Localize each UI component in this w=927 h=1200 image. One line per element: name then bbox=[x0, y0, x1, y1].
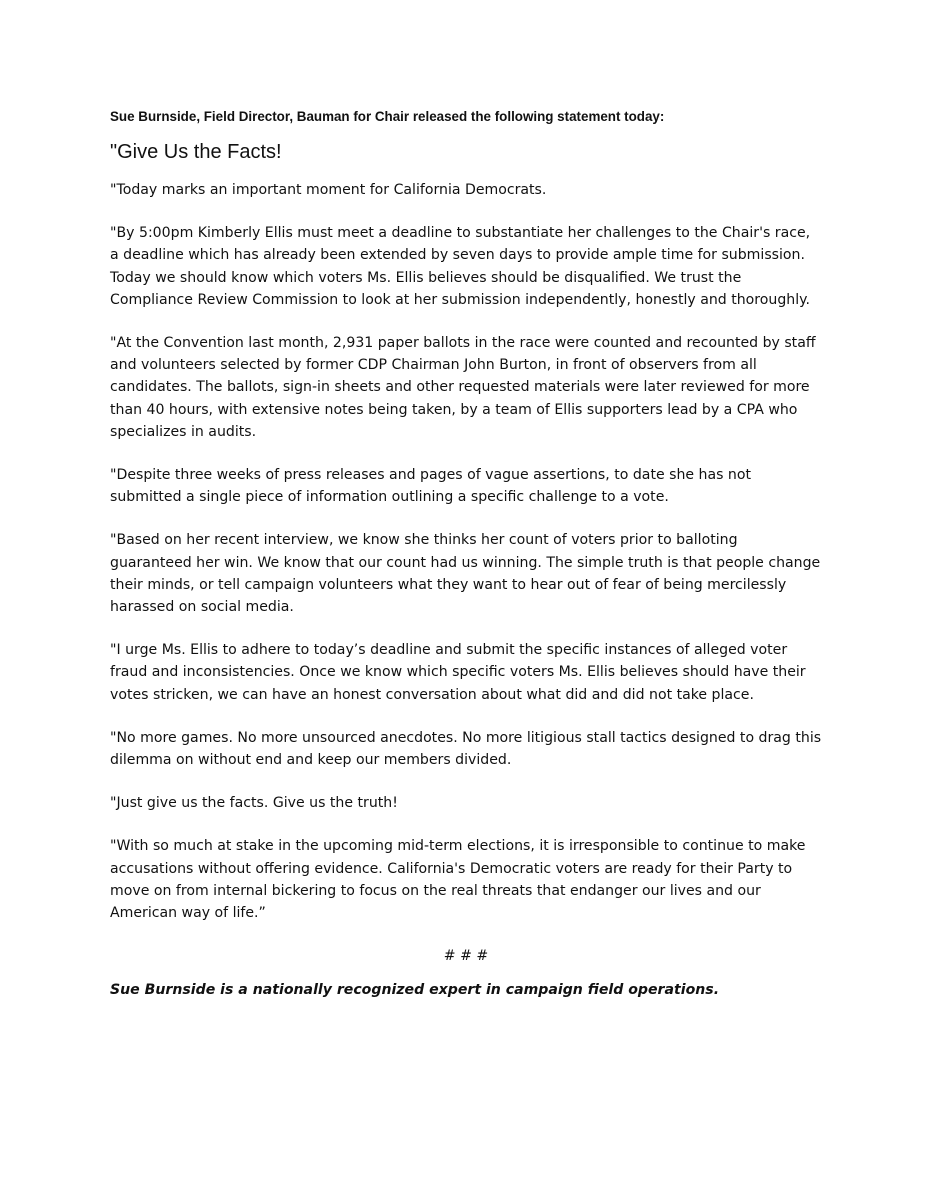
author-bio: Sue Burnside is a nationally recognized expert in campaign field operations. bbox=[110, 982, 720, 999]
statement-paragraph-9: "With so much at stake in the upcoming mid-term elections, it is irresponsible to continue to make accusations without offering evidence. California's Democratic voters are ready for their Party to move on from internal bickering to focus on the real threats that endanger our lives and our American way of life.” bbox=[110, 838, 806, 922]
statement-paragraph-2: "By 5:00pm Kimberly Ellis must meet a deadline to substantiate her challenges to the Chair's race, a deadline which has already been extended by seven days to provide ample time for submission. Today we should know which voters Ms. Ellis believes should be disqualified. We trust the Compliance Review Commission to look at her submission independently, honestly and thoroughly. bbox=[110, 225, 811, 308]
release-intro: Sue Burnside, Field Director, Bauman for Chair released the following statement today: bbox=[110, 109, 665, 124]
statement-paragraph-8: "Just give us the facts. Give us the truth! bbox=[110, 795, 398, 812]
press-release-page bbox=[110, 108, 822, 1002]
statement-paragraph-4: "Despite three weeks of press releases and pages of vague assertions, to date she has not submitted a single piece of information outlining a specific challenge to a vote. bbox=[110, 467, 752, 506]
statement-paragraph-1: "Today marks an important moment for California Democrats. bbox=[110, 182, 547, 198]
end-separator: # # # bbox=[443, 948, 489, 965]
statement-paragraph-7: "No more games. No more unsourced anecdotes. No more litigious stall tactics designed to drag this dilemma on without end and keep our members divided. bbox=[110, 729, 822, 769]
statement-paragraph-3: "At the Convention last month, 2,931 paper ballots in the race were counted and recounted by staff and volunteers selected by former CDP Chairman John Burton, in front of observers from all candidates. The ballots, sign-in sheets and other requested materials were later reviewed for more than 40 hours, with extensive notes being taken, by a team of Ellis supporters lead by a CPA who specializes in audits. bbox=[110, 335, 816, 440]
release-headline: "Give Us the Facts! bbox=[110, 141, 282, 163]
statement-paragraph-5: "Based on her recent interview, we know she thinks her count of voters prior to balloting guaranteed her win. We know that our count had us winning. The simple truth is that people change their minds, or tell campaign volunteers what they want to hear out of fear of being mercilessly harassed on social media. bbox=[110, 532, 821, 616]
statement-paragraph-6: "I urge Ms. Ellis to adhere to today’s deadline and submit the specific instances of alleged voter fraud and inconsistencies. Once we know which specific voters Ms. Ellis believes should have their votes stricken, we can have an honest conversation about what did and did not take place. bbox=[110, 642, 806, 703]
